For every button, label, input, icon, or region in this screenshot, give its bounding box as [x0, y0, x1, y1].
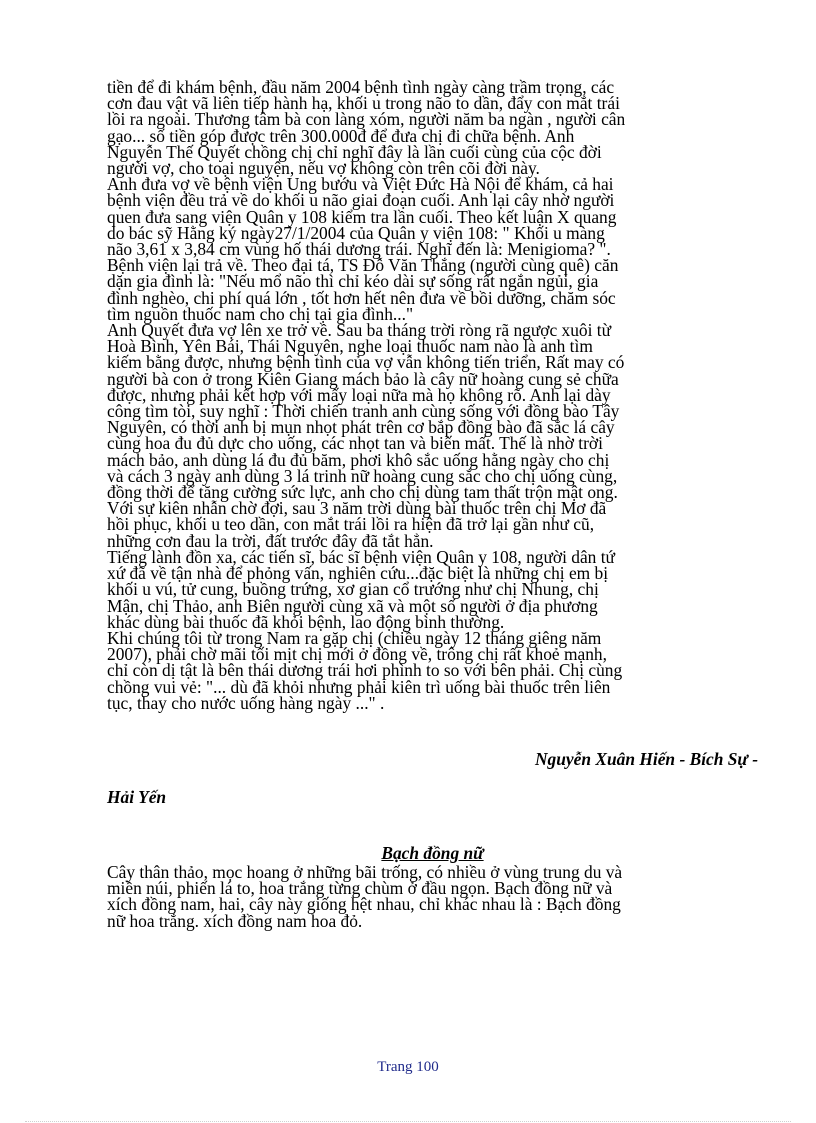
- paragraph-6: Khi chúng tôi từ trong Nam ra gặp chị (chiều ngày 12 tháng giêng năm 2007), phải chờ mãi tối mịt chị mới ở đồng về, trông chị rất khoẻ mạnh, chỉ còn dị tật là bên thái dương trái hơi phình to so với bên phải. Chị cùng chồng vui vẻ: "... dù đã khỏi nhưng phải kiên trì uống bài thuốc trên liên tục, thay cho nước uống hàng ngày ..." .: [107, 627, 623, 713]
- section-heading: Bạch đồng nữ: [381, 842, 484, 863]
- author-line-1: Nguyễn Xuân Hiến - Bích Sự -: [534, 748, 758, 769]
- page-number: Trang 100: [377, 1059, 439, 1075]
- paragraph-1: tiền để đi khám bệnh, đầu năm 2004 bệnh tình ngày càng trầm trọng, các cơn đau vật vã liên tiếp hành hạ, khối u trong não to dần, đẩy con mắt trái lồi ra ngoài. Thương tâm bà con làng xóm, người năm ba ngàn , người cân gạo... số tiền góp được trên 300.000đ để đưa chị đi chữa bệnh. Anh Nguyễn Thế Quyết chồng chị chỉ nghĩ đây là lần cuối cùng của cộc đời người vợ, cho toại nguyện, nếu vợ không còn trên cõi đời này.: [107, 77, 626, 179]
- paragraph-4: Với sự kiên nhẫn chờ đợi, sau 3 năm trời dùng bài thuốc trên chị Mơ đã hồi phục, khối u teo dần, con mắt trái lồi ra hiện đã trở lại gần như cũ, những cơn đau la trời, đất trước đây đã tắt hẳn.: [107, 498, 607, 551]
- paragraph-2: Anh đưa vợ về bệnh viện Ung bướu và Việt Đức Hà Nội để khám, cả hai bệnh viện đều trả về do khối u não giai đoạn cuối. Anh lại cây nhờ người quen đưa sang viện Quân y 108 kiểm tra lần cuối. Theo kết luận X quang do bác sỹ Hằng ký ngày27/1/2004 của Quân y viện 108: " Khối u màng não 3,61 x 3,84 cm vùng hố thái dương trái. Nghĩ đến là: Menigioma? ". Bệnh viện lại trả về. Theo đại tá, TS Đỗ Văn Thắng (người cùng quê) căn dặn gia đình là: "Nếu mổ não thì chỉ kéo dài sự sống rất ngắn ngủi, gia đình nghèo, chi phí quá lớn , tốt hơn hết nên đưa về bồi dưỡng, chăm sóc tìm nguồn thuốc nam cho chị tại gia đình...": [107, 174, 619, 324]
- author-line-2: Hải Yến: [107, 786, 167, 807]
- section-paragraph: Cây thân thảo, mọc hoang ở những bãi trống, có nhiều ở vùng trung du và miền núi, phiến lá to, hoa trắng từng chùm ở đầu ngọn. Bạch đồng nữ và xích đồng nam, hai, cây này giống hệt nhau, chỉ khác nhau là : Bạch đồng nữ hoa trắng. xích đồng nam hoa đỏ.: [107, 861, 623, 931]
- page-bottom-divider: [25, 1121, 791, 1122]
- document-body: [107, 79, 758, 929]
- paragraph-5: Tiếng lành đồn xa, các tiến sĩ, bác sĩ bệnh viện Quân y 108, người dân tứ xứ đã về tận nhà để phỏng vấn, nghiên cứu...đặc biệt là những chị em bị khối u vú, tử cung, buồng trứng, xơ gian cổ trướng như chị Nhung, chị Mận, chị Thảo, anh Biên người cùng xã và một số người ở địa phương khác dùng bài thuốc đã khỏi bệnh, lao động bình thường.: [107, 546, 615, 632]
- paragraph-3: Anh Quyết đưa vợ lên xe trở về. Sau ba tháng trời ròng rã ngược xuôi từ Hoà Bình, Yên Bái, Thái Nguyên, nghe loại thuốc nam nào là anh tìm kiếm bằng được, nhưng bệnh tình của vợ vẫn không tiến triển, Rất may có người bà con ở trong Kiên Giang mách bảo là cây nữ hoàng cung sẻ chữa được, nhưng phải kết hợp với mấy loại nữa mà họ không rõ. Anh lại dày công tìm tòi, suy nghĩ : Thời chiến tranh anh cùng sống với đồng bào Tây Nguyên, có thời anh bị mụn nhọt phát trên cơ bắp đồng bào đã sắc lá cây cùng hoa đu đủ dực cho uống, các nhọt tan và biến mất. Thế là nhờ trời mách bảo, anh dùng lá đu đủ băm, phơi khô sắc uống hằng ngày cho chị và cách 3 ngày anh dùng 3 lá trinh nữ hoàng cung sắc cho chị uống cùng, đồng thời để tăng cường sức lực, anh cho chị dùng tam thất trộn mật ong.: [107, 320, 625, 503]
- author-byline: [107, 732, 758, 824]
